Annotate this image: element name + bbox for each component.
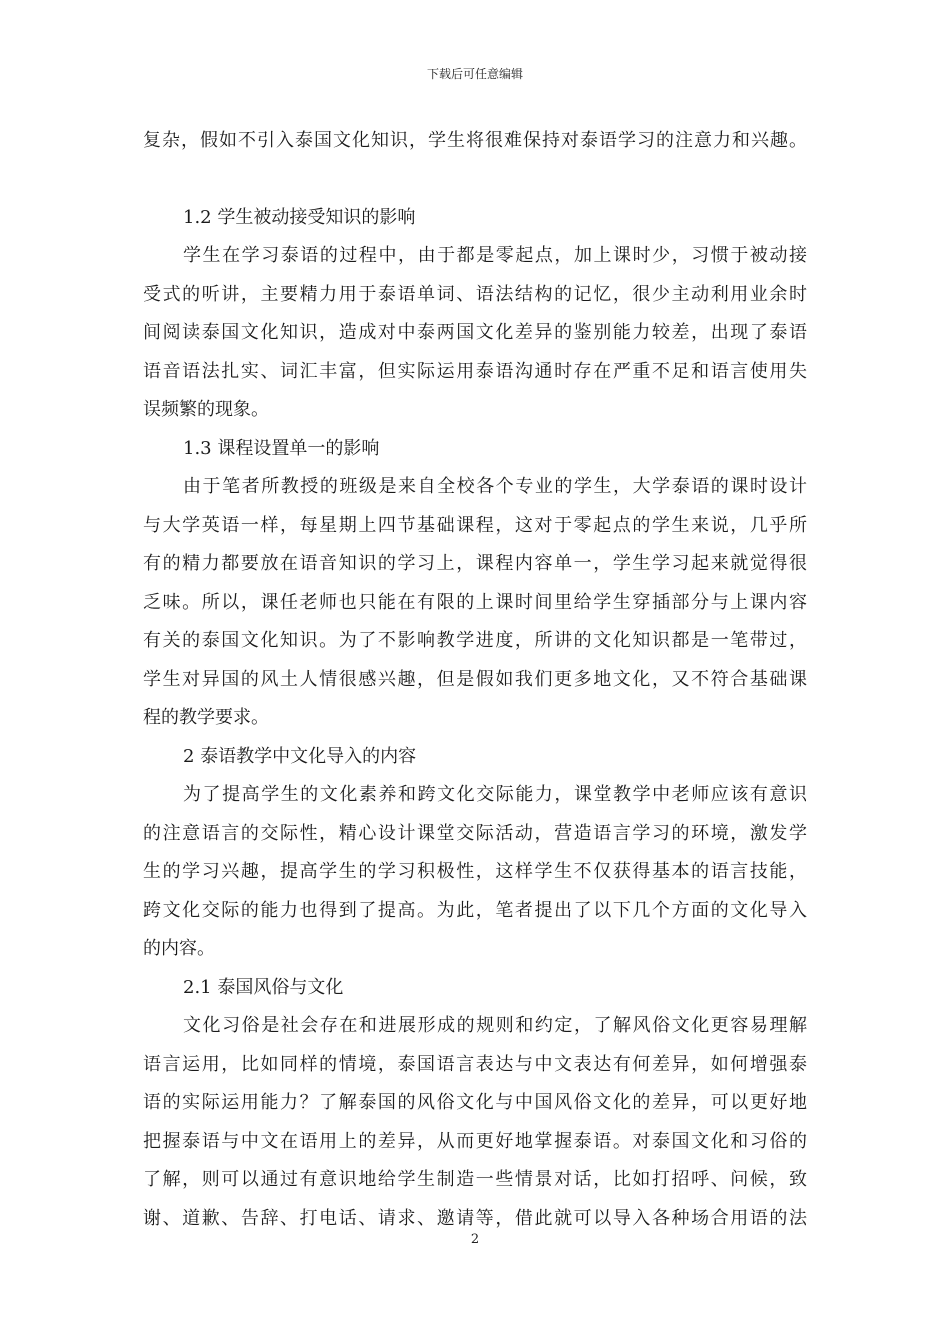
section-heading-1-2: 1.2 学生被动接受知识的影响	[183, 206, 416, 228]
paragraph-line: 文化习俗是社会存在和进展形成的规则和约定，了解风俗文化更容易理解	[183, 1015, 807, 1036]
section-heading-1-3: 1.3 课程设置单一的影响	[183, 437, 380, 459]
paragraph-line: 跨文化交际的能力也得到了提高。为此，笔者提出了以下几个方面的文化导入	[143, 899, 807, 921]
paragraph-line: 的内容。	[143, 938, 215, 959]
page-header-note: 下载后可任意编辑	[426, 67, 523, 81]
document-body	[143, 122, 807, 1238]
paragraph-line: 由于笔者所教授的班级是来自全校各个专业的学生，大学泰语的课时设计	[183, 476, 807, 497]
paragraph-line: 受式的听讲，主要精力用于泰语单词、语法结构的记忆，很少主动利用业余时	[143, 283, 807, 305]
paragraph-line: 有的精力都要放在语音知识的学习上，课程内容单一，学生学习起来就觉得很	[143, 553, 807, 574]
paragraph-spacer	[143, 161, 807, 199]
page-number: 2	[470, 1232, 480, 1247]
paragraph-line: 语音语法扎实、词汇丰富，但实际运用泰语沟通时存在严重不足和语言使用失	[143, 360, 807, 382]
paragraph-line: 把握泰语与中文在语用上的差异，从而更好地掌握泰语。对泰国文化和习俗的	[143, 1130, 807, 1152]
paragraph-line: 谢、道歉、告辞、打电话、请求、邀请等，借此就可以导入各种场合用语的法	[143, 1207, 807, 1229]
paragraph-line: 程的教学要求。	[143, 707, 269, 728]
section-heading-2: 2 泰语教学中文化导入的内容	[183, 745, 417, 767]
paragraph-line: 与大学英语一样，每星期上四节基础课程，这对于零起点的学生来说，几乎所	[143, 514, 807, 536]
paragraph-line: 语的实际运用能力？了解泰国的风俗文化与中国风俗文化的差异，可以更好地	[143, 1092, 807, 1113]
paragraph-line: 间阅读泰国文化知识，造成对中泰两国文化差异的鉴别能力较差，出现了泰语	[143, 322, 807, 343]
paragraph-line: 学生对异国的风土人情很感兴趣，但是假如我们更多地文化，又不符合基础课	[143, 668, 807, 690]
paragraph-line: 生的学习兴趣，提高学生的学习积极性，这样学生不仅获得基本的语言技能，	[143, 861, 807, 882]
paragraph-line: 了解，则可以通过有意识地给学生制造一些情景对话，比如打招呼、问候，致	[143, 1169, 807, 1190]
paragraph-line: 乏味。所以，课任老师也只能在有限的上课时间里给学生穿插部分与上课内容	[143, 591, 807, 613]
paragraph-line: 复杂，假如不引入泰国文化知识，学生将很难保持对泰语学习的注意力和兴趣。	[143, 130, 807, 151]
paragraph-line: 误频繁的现象。	[143, 399, 269, 420]
paragraph-line: 的注意语言的交际性，精心设计课堂交际活动，营造语言学习的环境，激发学	[143, 822, 807, 844]
paragraph-line: 学生在学习泰语的过程中，由于都是零起点，加上课时少，习惯于被动接	[183, 245, 807, 266]
section-heading-2-1: 2.1 泰国风俗与文化	[183, 976, 344, 998]
paragraph-line: 为了提高学生的文化素养和跨文化交际能力，课堂教学中老师应该有意识	[183, 784, 807, 805]
paragraph-line: 语言运用，比如同样的情境，泰国语言表达与中文表达有何差异，如何增强泰	[143, 1053, 807, 1075]
paragraph-line: 有关的泰国文化知识。为了不影响教学进度，所讲的文化知识都是一笔带过，	[143, 630, 807, 651]
